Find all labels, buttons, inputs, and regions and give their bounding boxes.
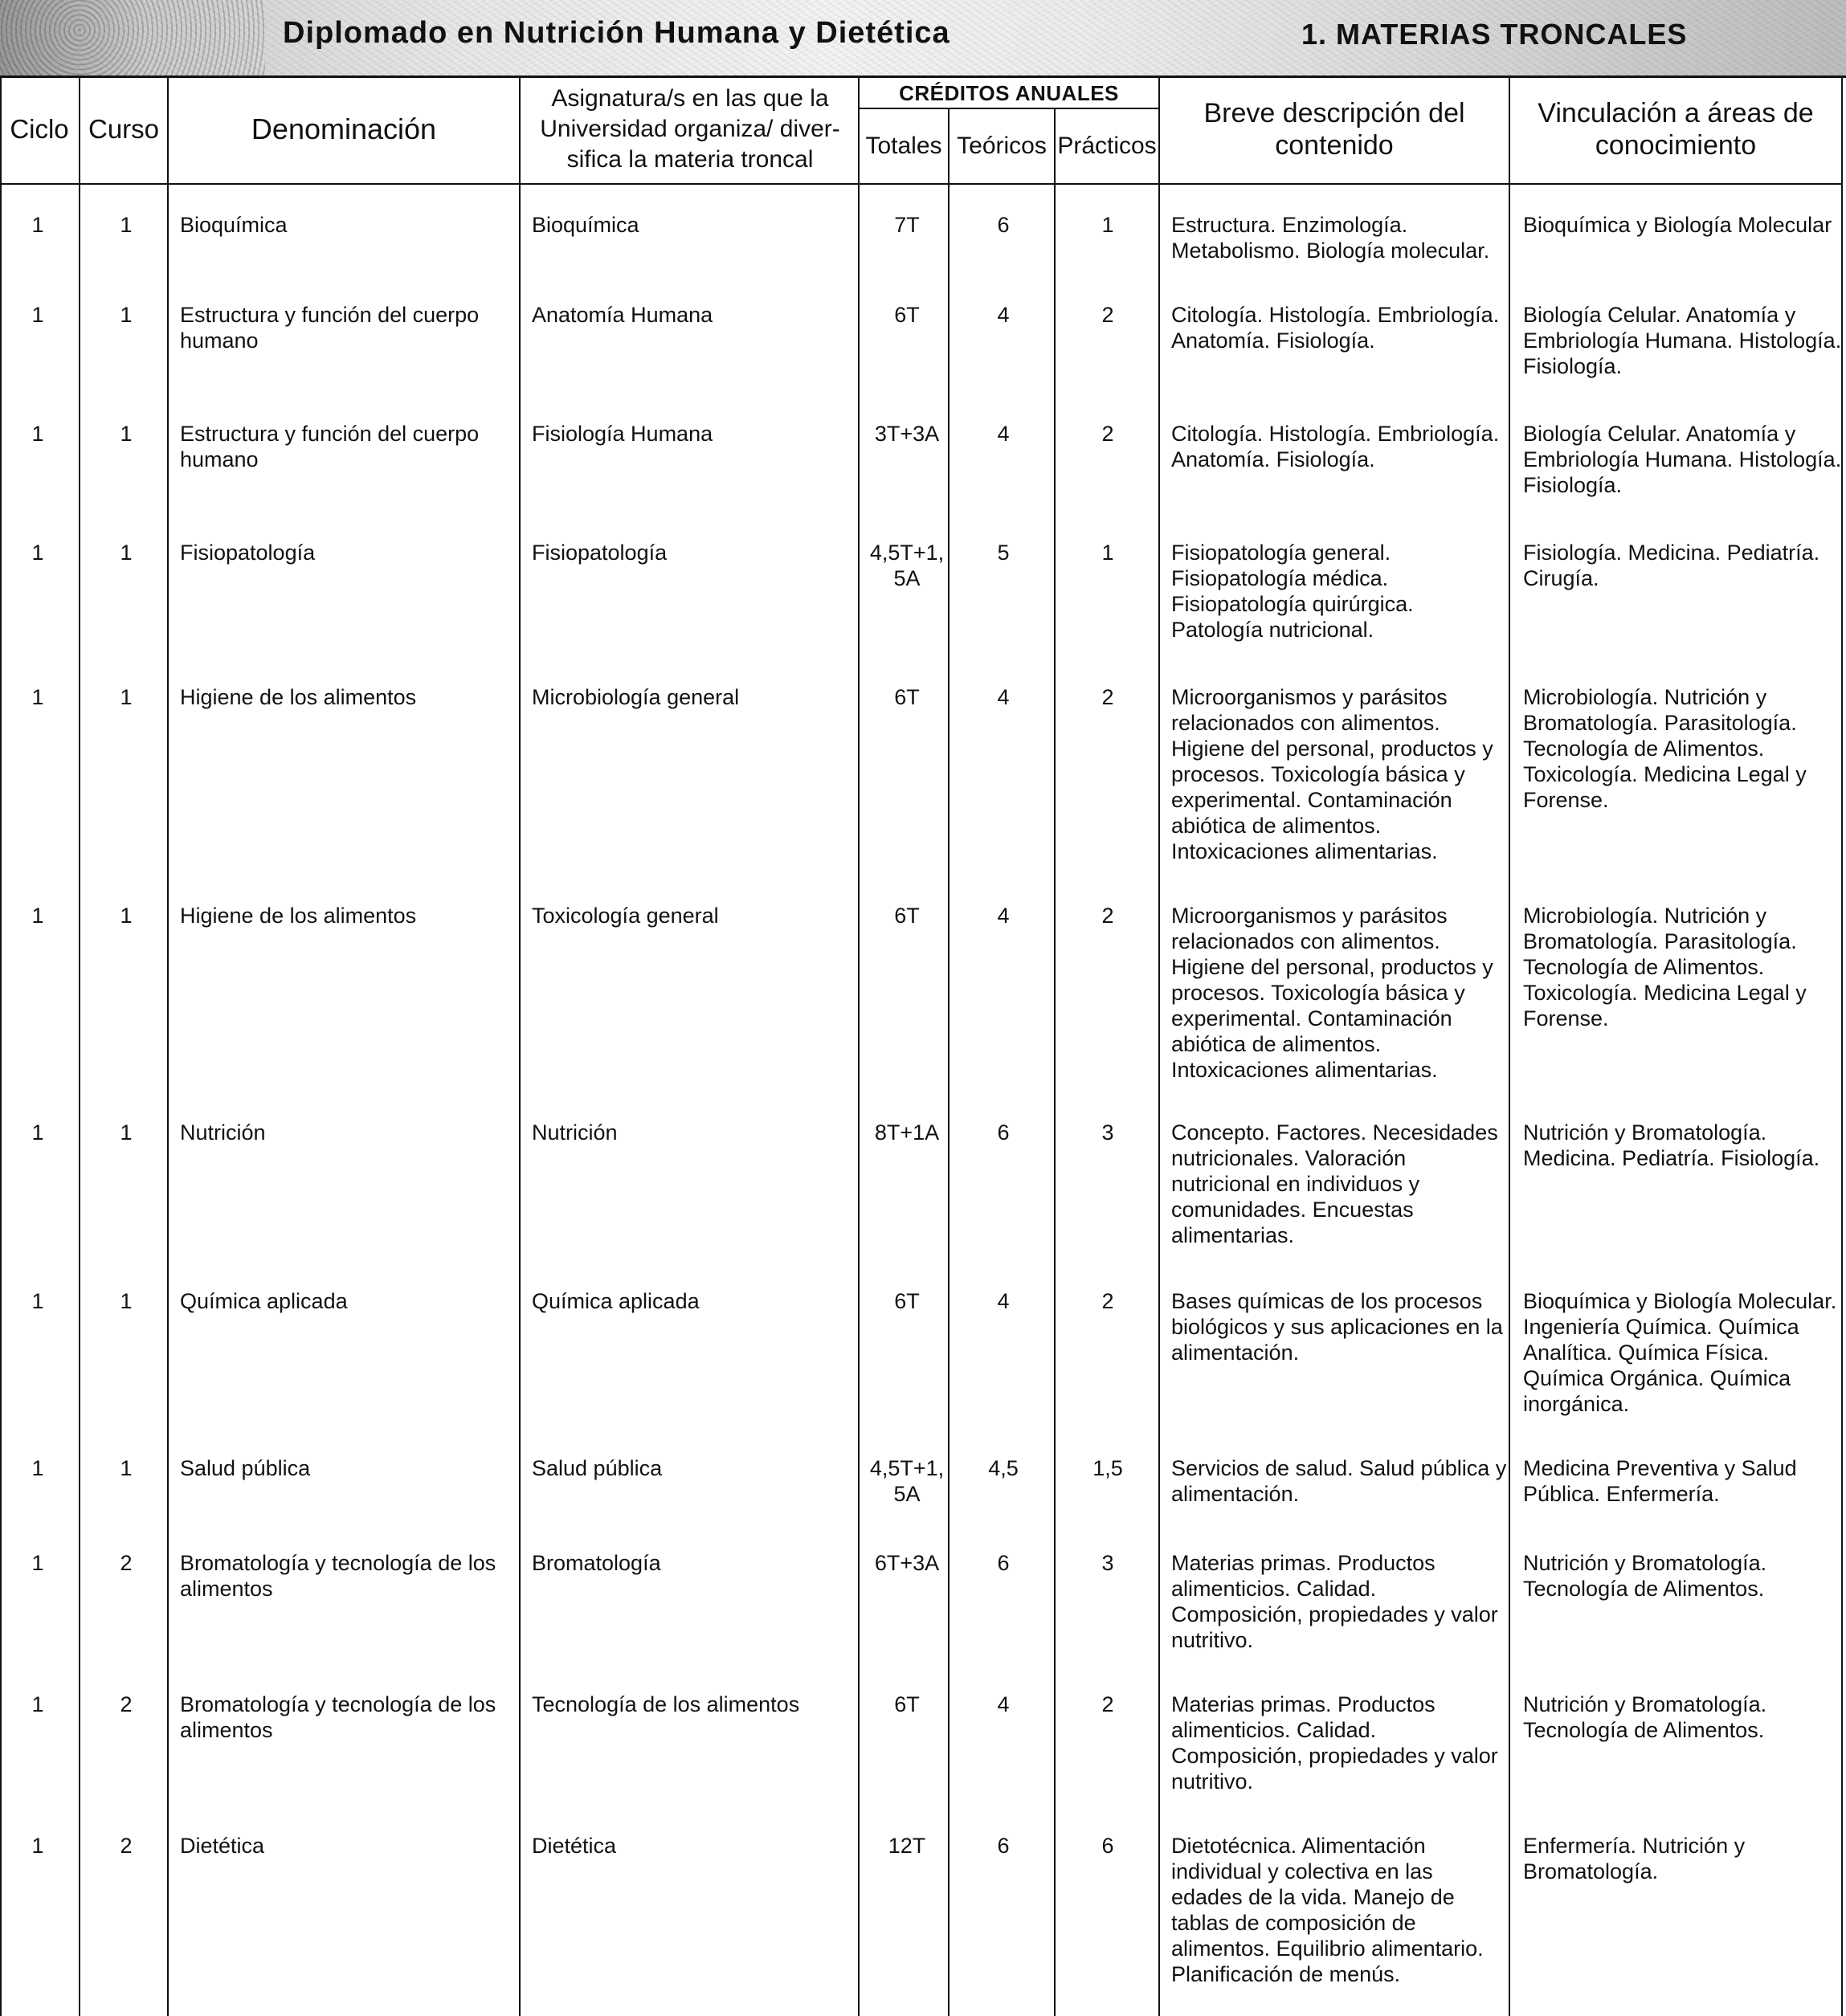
cell-vinculacion: Microbiología. Nutrición y Bromatología. Parasitología. Tecnología de Alimentos. Toxicología. Medicina Legal y Forense. bbox=[1523, 904, 1807, 1030]
cell-totales: 6T bbox=[894, 904, 920, 928]
cell-asignatura: Fisiopatología bbox=[532, 541, 668, 565]
cell-descripcion: Fisiopatología general. Fisiopatología médica. Fisiopatología quirúrgica. Patología nutricional. bbox=[1171, 541, 1414, 642]
cell-vinculacion: Microbiología. Nutrición y Bromatología. Parasitología. Tecnología de Alimentos. Toxicología. Medicina Legal y Forense. bbox=[1523, 685, 1807, 812]
cell-vinculacion: Fisiología. Medicina. Pediatría. Cirugía. bbox=[1523, 541, 1820, 590]
cell-ciclo: 1 bbox=[31, 1289, 44, 1313]
cell-descripcion: Citología. Histología. Embriología. Anatomía. Fisiología. bbox=[1171, 303, 1500, 353]
header-teoricos: Teóricos bbox=[957, 133, 1047, 159]
cell-vinculacion: Bioquímica y Biología Molecular. Ingeniería Química. Química Analítica. Química Física. Química Orgánica. Química inorgánica. bbox=[1523, 1289, 1837, 1416]
cell-totales: 7T bbox=[894, 213, 920, 237]
cell-practicos: 6 bbox=[1101, 1834, 1114, 1858]
cell-descripcion: Microorganismos y parásitos relacionados con alimentos. Higiene del personal, productos y procesos. Toxicología básica y experimental. Contaminación abiótica de alimentos. Intoxicaciones alimentarias. bbox=[1171, 685, 1493, 863]
cell-curso: 1 bbox=[120, 213, 133, 237]
cell-vinculacion: Nutrición y Bromatología. Medicina. Pediatría. Fisiología. bbox=[1523, 1120, 1820, 1170]
cell-curso: 1 bbox=[120, 541, 133, 565]
cell-teoricos: 6 bbox=[997, 1551, 1010, 1575]
cell-teoricos: 4 bbox=[997, 685, 1010, 709]
cell-ciclo: 1 bbox=[31, 685, 44, 709]
cell-practicos: 1 bbox=[1101, 541, 1114, 565]
cell-denominacion: Bromatología y tecnología de los alimentos bbox=[180, 1692, 496, 1742]
header-ciclo: Ciclo bbox=[10, 114, 69, 144]
cell-asignatura: Bromatología bbox=[532, 1551, 661, 1575]
cell-totales: 12T bbox=[888, 1834, 926, 1858]
cell-teoricos: 6 bbox=[997, 1834, 1010, 1858]
cell-practicos: 2 bbox=[1101, 904, 1114, 928]
banner-texture bbox=[0, 0, 265, 75]
cell-curso: 2 bbox=[120, 1551, 133, 1575]
cell-curso: 1 bbox=[120, 685, 133, 709]
cell-denominacion: Higiene de los alimentos bbox=[180, 904, 417, 928]
cell-ciclo: 1 bbox=[31, 303, 44, 327]
cell-totales: 6T bbox=[894, 1289, 920, 1313]
header-practicos: Prácticos bbox=[1057, 133, 1157, 159]
cell-descripcion: Citología. Histología. Embriología. Anatomía. Fisiología. bbox=[1171, 422, 1500, 471]
cell-asignatura: Química aplicada bbox=[532, 1289, 700, 1313]
cell-teoricos: 4 bbox=[997, 904, 1010, 928]
cell-curso: 2 bbox=[120, 1692, 133, 1716]
cell-descripcion: Materias primas. Productos alimenticios. Calidad. Composición, propiedades y valor nutritivo. bbox=[1171, 1692, 1498, 1794]
header-totales: Totales bbox=[865, 133, 942, 159]
cell-ciclo: 1 bbox=[31, 213, 44, 237]
cell-teoricos: 4 bbox=[997, 422, 1010, 446]
cell-ciclo: 1 bbox=[31, 1551, 44, 1575]
header-asignatura: Asignatura/s en las que la Universidad organiza/ diver-sifica la materia troncal bbox=[540, 85, 840, 173]
cell-asignatura: Toxicología general bbox=[532, 904, 719, 928]
degree-title: Diplomado en Nutrición Humana y Dietética bbox=[283, 16, 950, 50]
cell-practicos: 1,5 bbox=[1092, 1456, 1123, 1480]
header-descripcion: Breve descripción del contenido bbox=[1203, 98, 1465, 161]
cell-totales: 4,5T+1, 5A bbox=[869, 1456, 945, 1506]
cell-curso: 1 bbox=[120, 1289, 133, 1313]
cell-teoricos: 4 bbox=[997, 1289, 1010, 1313]
cell-vinculacion: Biología Celular. Anatomía y Embriología Humana. Histología. Fisiología. bbox=[1523, 303, 1842, 378]
cell-totales: 6T bbox=[894, 303, 920, 327]
cell-asignatura: Bioquímica bbox=[532, 213, 639, 237]
cell-curso: 1 bbox=[120, 303, 133, 327]
cell-teoricos: 4,5 bbox=[988, 1456, 1019, 1480]
cell-practicos: 2 bbox=[1101, 685, 1114, 709]
cell-practicos: 2 bbox=[1101, 1289, 1114, 1313]
cell-vinculacion: Nutrición y Bromatología. Tecnología de Alimentos. bbox=[1523, 1692, 1767, 1742]
cell-denominacion: Estructura y función del cuerpo humano bbox=[180, 422, 480, 471]
cell-asignatura: Anatomía Humana bbox=[532, 303, 713, 327]
header-vinculacion: Vinculación a áreas de conocimiento bbox=[1538, 98, 1814, 161]
cell-denominacion: Fisiopatología bbox=[180, 541, 316, 565]
cell-asignatura: Microbiología general bbox=[532, 685, 740, 709]
cell-vinculacion: Bioquímica y Biología Molecular bbox=[1523, 213, 1832, 237]
cell-vinculacion: Biología Celular. Anatomía y Embriología Humana. Histología. Fisiología. bbox=[1523, 422, 1842, 497]
cell-denominacion: Bioquímica bbox=[180, 213, 288, 237]
cell-denominacion: Química aplicada bbox=[180, 1289, 348, 1313]
cell-ciclo: 1 bbox=[31, 1456, 44, 1480]
cell-vinculacion: Medicina Preventiva y Salud Pública. Enfermería. bbox=[1523, 1456, 1797, 1506]
cell-curso: 2 bbox=[120, 1834, 133, 1858]
cell-descripcion: Servicios de salud. Salud pública y alimentación. bbox=[1171, 1456, 1507, 1506]
cell-totales: 6T+3A bbox=[874, 1551, 940, 1575]
cell-totales: 8T+1A bbox=[874, 1120, 940, 1145]
cell-denominacion: Nutrición bbox=[180, 1120, 266, 1145]
cell-denominacion: Bromatología y tecnología de los alimentos bbox=[180, 1551, 496, 1601]
cell-curso: 1 bbox=[120, 1456, 133, 1480]
cell-descripcion: Bases químicas de los procesos biológicos y sus aplicaciones en la alimentación. bbox=[1171, 1289, 1503, 1365]
cell-ciclo: 1 bbox=[31, 904, 44, 928]
cell-ciclo: 1 bbox=[31, 1834, 44, 1858]
header-denominacion: Denominación bbox=[251, 112, 437, 145]
cell-curso: 1 bbox=[120, 1120, 133, 1145]
cell-curso: 1 bbox=[120, 422, 133, 446]
cell-asignatura: Nutrición bbox=[532, 1120, 618, 1145]
cell-teoricos: 6 bbox=[997, 213, 1010, 237]
cell-ciclo: 1 bbox=[31, 1692, 44, 1716]
cell-denominacion: Salud pública bbox=[180, 1456, 311, 1480]
cell-totales: 3T+3A bbox=[874, 422, 940, 446]
cell-ciclo: 1 bbox=[31, 541, 44, 565]
cell-practicos: 2 bbox=[1101, 1692, 1114, 1716]
cell-asignatura: Tecnología de los alimentos bbox=[532, 1692, 800, 1716]
cell-denominacion: Estructura y función del cuerpo humano bbox=[180, 303, 480, 353]
cell-practicos: 3 bbox=[1101, 1551, 1114, 1575]
cell-totales: 6T bbox=[894, 1692, 920, 1716]
cell-vinculacion: Enfermería. Nutrición y Bromatología. bbox=[1523, 1834, 1746, 1883]
cell-teoricos: 5 bbox=[997, 541, 1010, 565]
cell-descripcion: Estructura. Enzimología. Metabolismo. Biología molecular. bbox=[1171, 213, 1490, 263]
cell-teoricos: 4 bbox=[997, 303, 1010, 327]
cell-ciclo: 1 bbox=[31, 422, 44, 446]
cell-denominacion: Dietética bbox=[180, 1834, 265, 1858]
cell-denominacion: Higiene de los alimentos bbox=[180, 685, 417, 709]
cell-curso: 1 bbox=[120, 904, 133, 928]
cell-practicos: 1 bbox=[1101, 213, 1114, 237]
cell-descripcion: Concepto. Factores. Necesidades nutricionales. Valoración nutricional en individuos y comunidades. Encuestas alimentarias. bbox=[1171, 1120, 1498, 1247]
document-banner bbox=[0, 0, 1846, 78]
header-creditos-anuales: CRÉDITOS ANUALES bbox=[899, 80, 1119, 105]
cell-descripcion: Materias primas. Productos alimenticios. Calidad. Composición, propiedades y valor nutritivo. bbox=[1171, 1551, 1498, 1652]
cell-totales: 6T bbox=[894, 685, 920, 709]
cell-ciclo: 1 bbox=[31, 1120, 44, 1145]
cell-descripcion: Microorganismos y parásitos relacionados con alimentos. Higiene del personal, productos y procesos. Toxicología básica y experimental. Contaminación abiótica de alimentos. Intoxicaciones alimentarias. bbox=[1171, 904, 1493, 1082]
cell-asignatura: Fisiología Humana bbox=[532, 422, 713, 446]
cell-practicos: 3 bbox=[1101, 1120, 1114, 1145]
cell-practicos: 2 bbox=[1101, 422, 1114, 446]
header-curso: Curso bbox=[88, 114, 160, 144]
cell-asignatura: Salud pública bbox=[532, 1456, 663, 1480]
cell-descripcion: Dietotécnica. Alimentación individual y colectiva en las edades de la vida. Manejo de tablas de composición de alimentos. Equilibrio alimentario. Planificación de menús. bbox=[1171, 1834, 1484, 1986]
section-title: 1. MATERIAS TRONCALES bbox=[1301, 18, 1688, 51]
cell-teoricos: 6 bbox=[997, 1120, 1010, 1145]
cell-practicos: 2 bbox=[1101, 303, 1114, 327]
cell-teoricos: 4 bbox=[997, 1692, 1010, 1716]
cell-vinculacion: Nutrición y Bromatología. Tecnología de Alimentos. bbox=[1523, 1551, 1767, 1601]
cell-totales: 4,5T+1, 5A bbox=[869, 541, 945, 590]
cell-asignatura: Dietética bbox=[532, 1834, 617, 1858]
